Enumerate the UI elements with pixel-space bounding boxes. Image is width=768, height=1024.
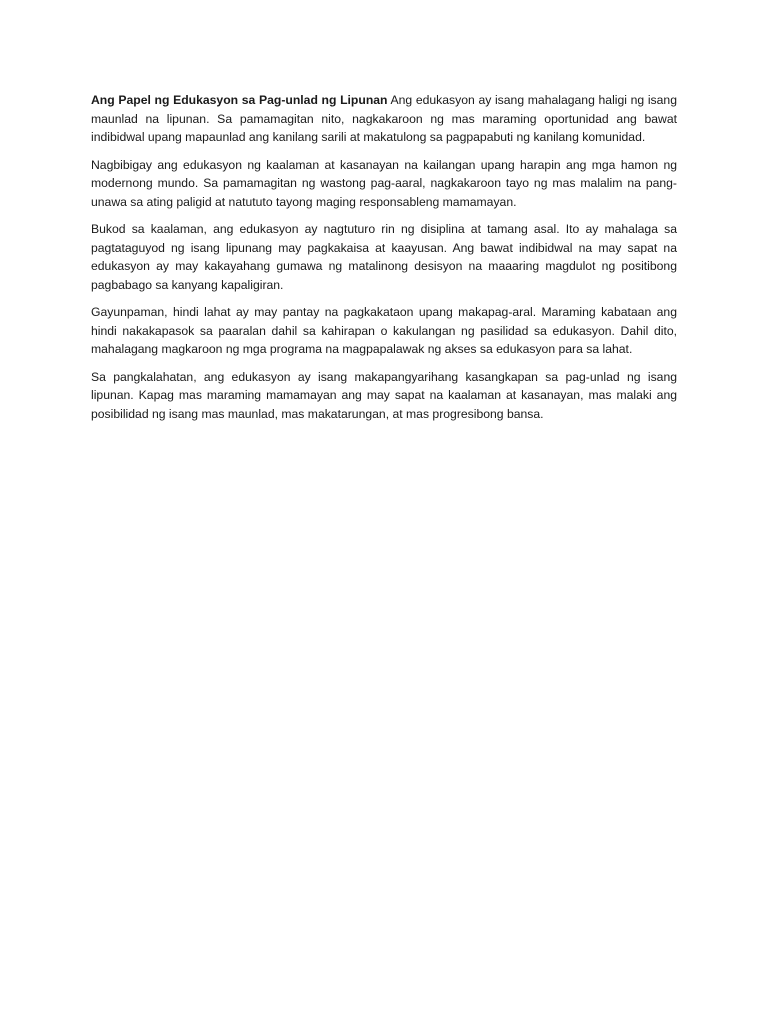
body-paragraph-3: Gayunpaman, hindi lahat ay may pantay na pagkakataon upang makapag-aral. Maraming kabataan ang hindi nakakapasok sa paaralan dahil sa kahirapan o kakulangan ng pasilidad sa edukasyon. Dahil dito, mahalagang magkaroon ng mga programa na magpapalawak ng akses sa edukasyon para sa lahat. xyxy=(91,305,677,356)
intro-text: Ang edukasyon ay isang mahalagang haligi ng isang maunlad na lipunan. Sa pamamagitan nito, nagkakaroon ng mas maraming oportunidad ang bawat indibidwal upang mapaunlad ang kanilang sarili at makatulong sa pagpapabuti ng kanilang komunidad. xyxy=(91,93,677,144)
intro-paragraph xyxy=(91,91,677,147)
body-paragraph-4: Sa pangkalahatan, ang edukasyon ay isang makapangyarihang kasangkapan sa pag-unlad ng isang lipunan. Kapag mas maraming mamamayan ang may sapat na kaalaman at kasanayan, mas malaki ang posibilidad ng isang mas maunlad, mas makatarungan, at mas progresibong bansa. xyxy=(91,369,677,421)
document-page xyxy=(91,91,677,432)
body-paragraph-2: Bukod sa kaalaman, ang edukasyon ay nagtuturo rin ng disiplina at tamang asal. Ito ay mahalaga sa pagtataguyod ng isang lipunang may pagkakaisa at kaayusan. Ang bawat indibidwal na may sapat na edukasyon ay may kakayahang gumawa ng matalinong desisyon na maaaring magdulot ng positibong pagbabago sa kanyang kapaligiran. xyxy=(91,222,677,292)
body-paragraph-1: Nagbibigay ang edukasyon ng kaalaman at kasanayan na kailangan upang harapin ang mga hamon ng modernong mundo. Sa pamamagitan ng wastong pag-aaral, nagkakaroon tayo ng mas malalim na pang-unawa sa ating paligid at natututo tayong maging responsableng mamamayan. xyxy=(91,157,677,209)
document-title: Ang Papel ng Edukasyon sa Pag-unlad ng Lipunan xyxy=(91,93,388,107)
